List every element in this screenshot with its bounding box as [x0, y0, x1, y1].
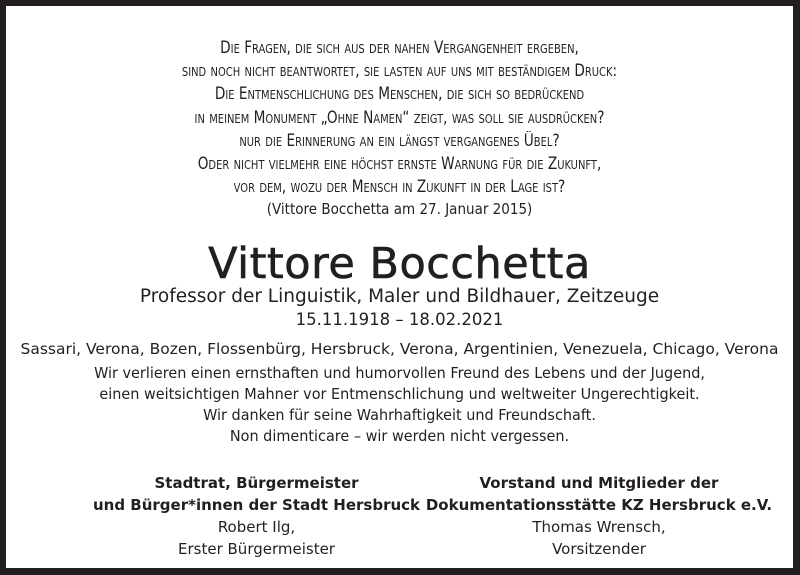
quote-line: Die Fragen, die sich aus der nahen Vergangenheit ergeben,	[220, 38, 579, 57]
deceased-name: Vittore Bocchetta	[208, 239, 591, 289]
signatory-city	[79, 472, 434, 560]
obituary-notice	[6, 6, 793, 568]
quote-attribution: (Vittore Bocchetta am 27. Januar 2015)	[266, 200, 533, 219]
quote-line: in meinem Monument „Ohne Namen“ zeigt, was soll sie ausdrücken?	[194, 107, 605, 127]
quote-line: sind noch nicht beantwortet, sie lasten auf uns mit beständigem Druck:	[181, 61, 618, 81]
signatory-person-line: Robert Ilg,	[217, 518, 296, 536]
quote-block	[6, 36, 793, 220]
signatory-person-line: Thomas Wrensch,	[532, 518, 666, 536]
signatory-person-line: Erster Bürgermeister	[178, 540, 335, 558]
tribute-line: Non dimenticare – wir werden nicht vergessen.	[229, 427, 570, 445]
life-places: Sassari, Verona, Bozen, Flossenbürg, Hersbruck, Verona, Argentinien, Venezuela, Chicago, Verona	[20, 340, 779, 358]
tribute-block	[6, 363, 793, 447]
signatory-org-line: und Bürger*innen der Stadt Hersbruck	[92, 496, 421, 514]
tribute-line: Wir danken für seine Wahrhaftigkeit und Freundschaft.	[203, 406, 596, 424]
life-dates: 15.11.1918 – 18.02.2021	[295, 310, 504, 329]
quote-line: Die Entmenschlichung des Menschen, die sich so bedrückend	[214, 84, 585, 104]
signatories	[6, 472, 793, 562]
quote-line: Oder nicht vielmehr eine höchst ernste Warnung für die Zukunft,	[197, 154, 602, 174]
signatory-person-line: Vorsitzender	[552, 540, 646, 558]
signatory-memorial	[414, 472, 784, 560]
tribute-line: Wir verlieren einen ernsthaften und humorvollen Freund des Lebens und der Jugend,	[94, 364, 705, 382]
signatory-org-line: Vorstand und Mitglieder der	[479, 474, 719, 492]
quote-line: vor dem, wozu der Mensch in Zukunft in der Lage ist?	[233, 177, 566, 197]
tribute-line: einen weitsichtigen Mahner vor Entmenschlichung und weltweiter Ungerechtigkeit.	[99, 385, 700, 403]
signatory-org-line: Stadtrat, Bürgermeister	[154, 474, 359, 492]
deceased-description: Professor der Linguistik, Maler und Bildhauer, Zeitzeuge	[139, 286, 660, 307]
quote-line: nur die Erinnerung an ein längst vergangenes Übel?	[239, 130, 560, 150]
signatory-org-line: Dokumentationsstätte KZ Hersbruck e.V.	[425, 496, 773, 514]
